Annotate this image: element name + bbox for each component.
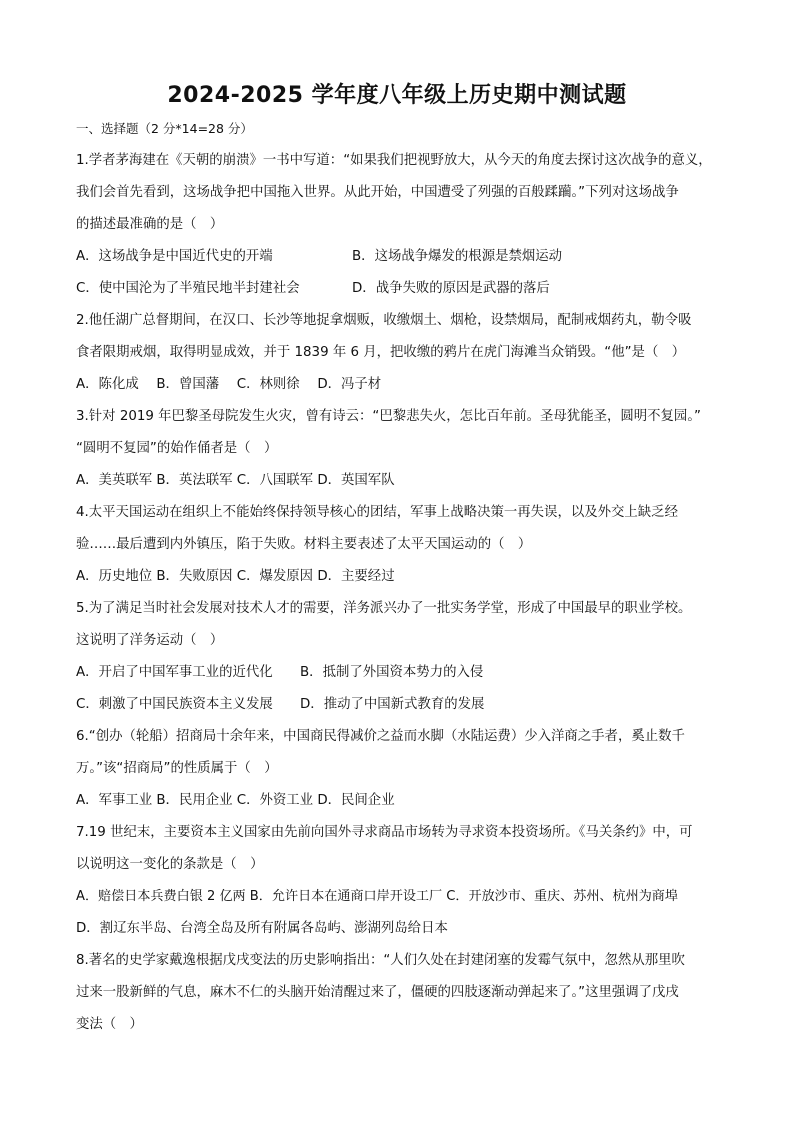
question-5-option-c: C．刺激了中国民族资本主义发展 [76, 697, 273, 712]
question-6-line-2: 万。”该“招商局”的性质属于（ ） [76, 761, 278, 776]
page-title: 2024-2025 学年度八年级上历史期中测试题 [167, 83, 627, 108]
section-heading: 一、选择题（2 分*14=28 分） [76, 121, 253, 136]
question-4-line-2: 验……最后遭到内外镇压，陷于失败。材料主要表述了太平天国运动的（ ） [76, 537, 532, 552]
question-1-option-d: D．战争失败的原因是武器的落后 [352, 281, 550, 296]
question-4-line-1: 4.太平天国运动在组织上不能始终保持领导核心的团结，军事上战略决策一再失误，以及外交上缺乏经 [76, 505, 678, 520]
question-3-line-2: “圆明不复园”的始作俑者是（ ） [76, 441, 278, 456]
question-1-line-2: 我们会首先看到，这场战争把中国拖入世界。从此开始，中国遭受了列强的百般蹂躏。”下列对这场战争 [76, 185, 679, 200]
question-8-line-1: 8.著名的史学家戴逸根据戊戌变法的历史影响指出：“人们久处在封建闭塞的发霉气氛中，忽然从那里吹 [76, 953, 685, 968]
question-3-line-1: 3.针对 2019 年巴黎圣母院发生火灾，曾有诗云：“巴黎悲失火，怎比百年前。圣母犹能圣，圆明不复园。” [76, 409, 701, 424]
question-2-options: A．陈化成 B．曾国藩 C．林则徐 D．冯子材 [76, 377, 382, 392]
question-1-line-1: 1.学者茅海建在《天朝的崩溃》一书中写道：“如果我们把视野放大，从今天的角度去探讨这次战争的意义， [76, 153, 712, 168]
question-1-line-3: 的描述最准确的是（ ） [76, 217, 224, 232]
question-2-line-1: 2.他任湖广总督期间，在汉口、长沙等地捉拿烟贩，收缴烟土、烟枪，设禁烟局，配制戒烟药丸，勒令吸 [76, 313, 692, 328]
question-3-options: A．美英联军 B．英法联军 C．八国联军 D．英国军队 [76, 473, 395, 488]
question-8-line-3: 变法（ ） [76, 1017, 143, 1032]
question-2-line-2: 食者限期戒烟，取得明显成效，并于 1839 年 6 月，把收缴的鸦片在虎门海滩当众销毁。“他”是（ ） [76, 345, 686, 360]
question-5-line-2: 这说明了洋务运动（ ） [76, 633, 224, 648]
question-7-line-1: 7.19 世纪末，主要资本主义国家由先前向国外寻求商品市场转为寻求资本投资场所。《马关条约》中，可 [76, 825, 693, 840]
question-5-option-a: A．开启了中国军事工业的近代化 [76, 665, 273, 680]
question-1-option-b: B．这场战争爆发的根源是禁烟运动 [352, 249, 563, 264]
question-8-line-2: 过来一股新鲜的气息，麻木不仁的头脑开始清醒过来了，僵硬的四肢逐渐动弹起来了。”这里强调了戊戌 [76, 985, 679, 1000]
question-5-line-1: 5.为了满足当时社会发展对技术人才的需要，洋务派兴办了一批实务学堂，形成了中国最早的职业学校。 [76, 601, 692, 616]
question-6-options: A．军事工业 B．民用企业 C．外资工业 D．民间企业 [76, 793, 395, 808]
question-6-line-1: 6.“创办（轮船）招商局十余年来，中国商民得减价之益而水脚（水陆运费）少入洋商之手者，奚止数千 [76, 729, 685, 744]
question-7-line-2: 以说明这一变化的条款是（ ） [76, 857, 264, 872]
question-7-options-abc: A．赔偿日本兵费白银 2 亿两 B．允许日本在通商口岸开设工厂 C．开放沙市、重庆、苏州、杭州为商埠 [76, 889, 678, 904]
question-1-option-c: C．使中国沦为了半殖民地半封建社会 [76, 281, 300, 296]
question-4-options: A．历史地位 B．失败原因 C．爆发原因 D．主要经过 [76, 569, 395, 584]
question-5-option-b: B．抵制了外国资本势力的入侵 [300, 665, 484, 680]
question-1-option-a: A．这场战争是中国近代史的开端 [76, 249, 273, 264]
question-7-option-d: D．割辽东半岛、台湾全岛及所有附属各岛屿、澎湖列岛给日本 [76, 921, 448, 936]
question-5-option-d: D．推动了中国新式教育的发展 [300, 697, 485, 712]
